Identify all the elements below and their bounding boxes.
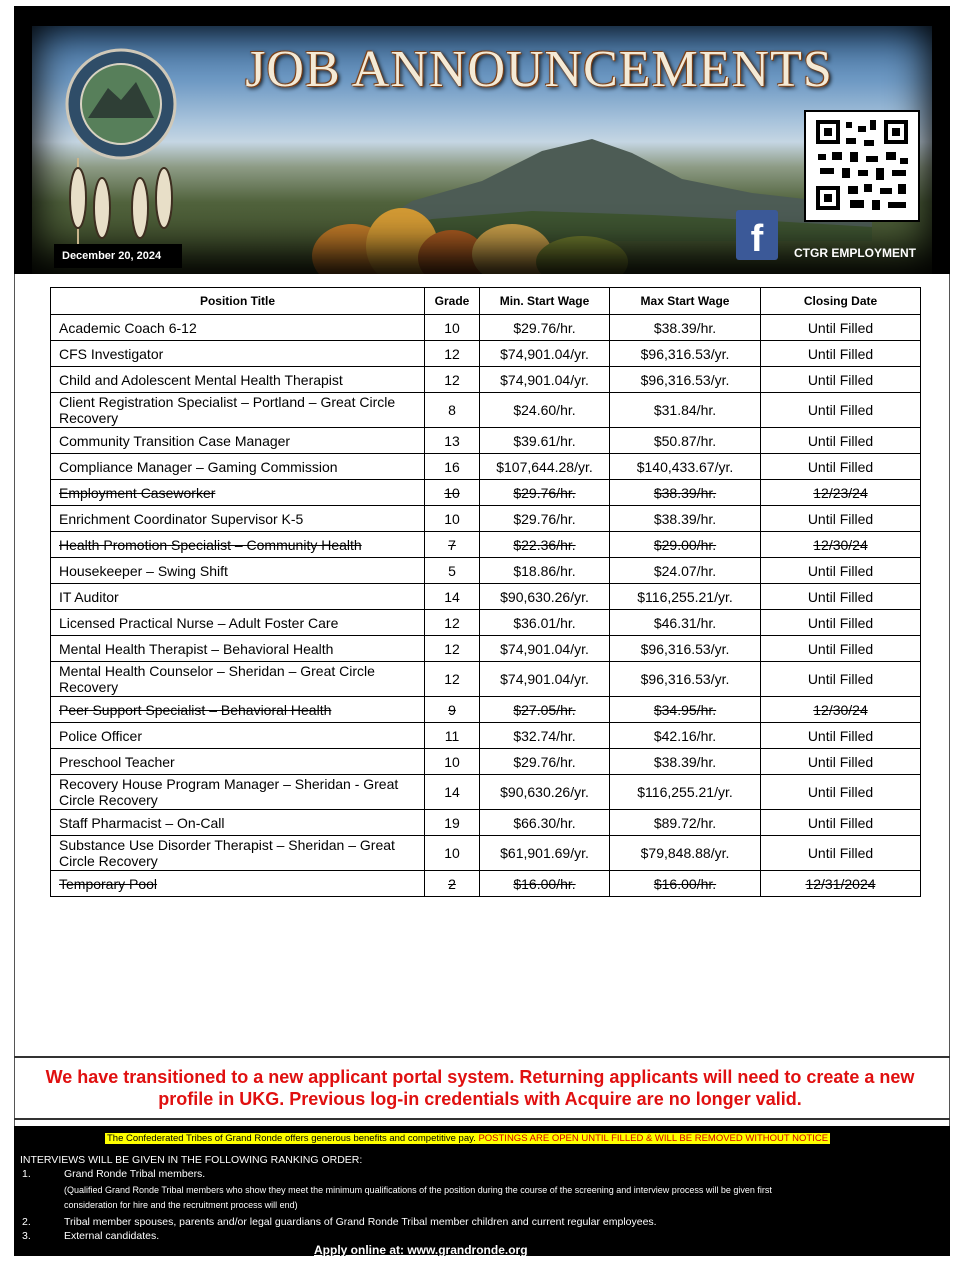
max-wage-cell: $34.95/hr. — [610, 697, 761, 723]
max-wage-cell: $89.72/hr. — [610, 810, 761, 836]
closing-date-cell: 12/30/24 — [761, 697, 921, 723]
table-row[interactable] — [51, 341, 921, 367]
min-wage-cell: $74,901.04/yr. — [480, 662, 610, 697]
ranking-item-2: Tribal member spouses, parents and/or legal guardians of Grand Ronde Tribal member children and current regular employees. — [64, 1216, 657, 1228]
facebook-icon[interactable]: f — [736, 210, 778, 260]
table-row[interactable] — [51, 558, 921, 584]
grade-cell: 10 — [425, 480, 480, 506]
table-row[interactable] — [51, 506, 921, 532]
table-row[interactable] — [51, 584, 921, 610]
min-wage-cell: $74,901.04/yr. — [480, 341, 610, 367]
max-wage-cell: $38.39/hr. — [610, 315, 761, 341]
closing-date-cell: Until Filled — [761, 636, 921, 662]
column-header-max-wage: Max Start Wage — [610, 288, 761, 315]
max-wage-cell: $38.39/hr. — [610, 506, 761, 532]
benefits-banner — [105, 1133, 830, 1144]
min-wage-cell: $18.86/hr. — [480, 558, 610, 584]
closing-date-cell: Until Filled — [761, 836, 921, 871]
grade-cell: 12 — [425, 662, 480, 697]
position-title-cell: CFS Investigator — [51, 341, 425, 367]
min-wage-cell: $29.76/hr. — [480, 315, 610, 341]
max-wage-cell: $24.07/hr. — [610, 558, 761, 584]
closing-date-cell: Until Filled — [761, 367, 921, 393]
postings-text: POSTINGS ARE OPEN UNTIL FILLED & WILL BE REMOVED WITHOUT NOTICE — [478, 1133, 829, 1144]
position-title-cell: Peer Support Specialist – Behavioral Health — [51, 697, 425, 723]
closing-date-cell: Until Filled — [761, 315, 921, 341]
min-wage-cell: $36.01/hr. — [480, 610, 610, 636]
max-wage-cell: $116,255.21/yr. — [610, 584, 761, 610]
min-wage-cell: $29.76/hr. — [480, 506, 610, 532]
max-wage-cell: $96,316.53/yr. — [610, 341, 761, 367]
ranking-number-3: 3. — [22, 1230, 31, 1242]
table-row[interactable] — [51, 749, 921, 775]
qr-code-icon[interactable] — [804, 110, 920, 222]
social-label: CTGR EMPLOYMENT — [794, 246, 916, 260]
position-title-cell: Community Transition Case Manager — [51, 428, 425, 454]
grade-cell: 14 — [425, 584, 480, 610]
min-wage-cell: $27.05/hr. — [480, 697, 610, 723]
closing-date-cell: Until Filled — [761, 749, 921, 775]
position-title-cell: Child and Adolescent Mental Health Therapist — [51, 367, 425, 393]
interview-heading: INTERVIEWS WILL BE GIVEN IN THE FOLLOWING RANKING ORDER: — [20, 1154, 363, 1166]
min-wage-cell: $61,901.69/yr. — [480, 836, 610, 871]
column-header-min-wage: Min. Start Wage — [480, 288, 610, 315]
min-wage-cell: $90,630.26/yr. — [480, 584, 610, 610]
min-wage-cell: $29.76/hr. — [480, 749, 610, 775]
column-header-grade: Grade — [425, 288, 480, 315]
closing-date-cell: 12/23/24 — [761, 480, 921, 506]
min-wage-cell: $66.30/hr. — [480, 810, 610, 836]
grade-cell: 12 — [425, 636, 480, 662]
closing-date-cell: Until Filled — [761, 584, 921, 610]
max-wage-cell: $16.00/hr. — [610, 871, 761, 897]
position-title-cell: IT Auditor — [51, 584, 425, 610]
min-wage-cell: $24.60/hr. — [480, 393, 610, 428]
portal-notice: We have transitioned to a new applicant portal system. Returning applicants will need to create a new profile in UKG. Previous log-in credentials with Acquire are no longer valid. — [45, 1067, 915, 1109]
autumn-trees-illustration — [282, 196, 662, 274]
grade-cell: 13 — [425, 428, 480, 454]
ranking-item-1: Grand Ronde Tribal members. — [64, 1168, 206, 1180]
closing-date-cell: Until Filled — [761, 610, 921, 636]
max-wage-cell: $42.16/hr. — [610, 723, 761, 749]
table-header-row — [51, 288, 921, 315]
table-row[interactable] — [51, 662, 921, 697]
closing-date-cell: 12/31/2024 — [761, 871, 921, 897]
max-wage-cell: $96,316.53/yr. — [610, 636, 761, 662]
grade-cell: 5 — [425, 558, 480, 584]
position-title-cell: Police Officer — [51, 723, 425, 749]
min-wage-cell: $74,901.04/yr. — [480, 367, 610, 393]
min-wage-cell: $107,644.28/yr. — [480, 454, 610, 480]
position-title-cell: Enrichment Coordinator Supervisor K-5 — [51, 506, 425, 532]
grade-cell: 12 — [425, 610, 480, 636]
ranking-item-3: External candidates. — [64, 1230, 160, 1242]
max-wage-cell: $31.84/hr. — [610, 393, 761, 428]
benefits-text: The Confederated Tribes of Grand Ronde offers generous benefits and competitive pay. — [107, 1133, 476, 1144]
position-title-cell: Staff Pharmacist – On-Call — [51, 810, 425, 836]
footer — [14, 1126, 950, 1256]
table-row[interactable] — [51, 836, 921, 871]
closing-date-cell: Until Filled — [761, 723, 921, 749]
closing-date-cell: Until Filled — [761, 454, 921, 480]
table-row[interactable] — [51, 723, 921, 749]
divider — [14, 1118, 950, 1120]
closing-date-cell: Until Filled — [761, 810, 921, 836]
column-header-position: Position Title — [51, 288, 425, 315]
closing-date-cell: Until Filled — [761, 662, 921, 697]
max-wage-cell: $79,848.88/yr. — [610, 836, 761, 871]
max-wage-cell: $46.31/hr. — [610, 610, 761, 636]
grade-cell: 12 — [425, 367, 480, 393]
page-title: JOB ANNOUNCEMENTS — [245, 41, 833, 98]
position-title-cell: Compliance Manager – Gaming Commission — [51, 454, 425, 480]
position-title-cell: Client Registration Specialist – Portland – Great Circle Recovery — [51, 393, 425, 428]
grade-cell: 2 — [425, 871, 480, 897]
max-wage-cell: $38.39/hr. — [610, 480, 761, 506]
min-wage-cell: $74,901.04/yr. — [480, 636, 610, 662]
position-title-cell: Mental Health Therapist – Behavioral Health — [51, 636, 425, 662]
min-wage-cell: $32.74/hr. — [480, 723, 610, 749]
table-row[interactable] — [51, 454, 921, 480]
position-title-cell: Substance Use Disorder Therapist – Sheridan – Great Circle Recovery — [51, 836, 425, 871]
position-title-cell: Housekeeper – Swing Shift — [51, 558, 425, 584]
job-table-body — [51, 315, 921, 897]
position-title-cell: Preschool Teacher — [51, 749, 425, 775]
grade-cell: 10 — [425, 506, 480, 532]
divider — [14, 1056, 950, 1058]
grade-cell: 9 — [425, 697, 480, 723]
position-title-cell: Employment Caseworker — [51, 480, 425, 506]
min-wage-cell: $29.76/hr. — [480, 480, 610, 506]
grade-cell: 19 — [425, 810, 480, 836]
table-row[interactable] — [51, 428, 921, 454]
max-wage-cell: $96,316.53/yr. — [610, 367, 761, 393]
table-row[interactable] — [51, 367, 921, 393]
ranking-number-2: 2. — [22, 1216, 31, 1228]
grade-cell: 8 — [425, 393, 480, 428]
max-wage-cell: $38.39/hr. — [610, 749, 761, 775]
header-banner — [14, 6, 950, 274]
grade-cell: 14 — [425, 775, 480, 810]
position-title-cell: Academic Coach 6-12 — [51, 315, 425, 341]
grade-cell: 10 — [425, 836, 480, 871]
closing-date-cell: Until Filled — [761, 775, 921, 810]
ranking-number-1: 1. — [22, 1168, 31, 1180]
position-title-cell: Mental Health Counselor – Sheridan – Great Circle Recovery — [51, 662, 425, 697]
max-wage-cell: $96,316.53/yr. — [610, 662, 761, 697]
closing-date-cell: Until Filled — [761, 558, 921, 584]
table-row[interactable] — [51, 697, 921, 723]
table-row[interactable] — [51, 636, 921, 662]
min-wage-cell: $16.00/hr. — [480, 871, 610, 897]
date-label: December 20, 2024 — [54, 244, 182, 268]
table-row[interactable] — [51, 610, 921, 636]
ranking-item-1-note-cont: consideration for hire and the recruitment process will end) — [64, 1200, 298, 1210]
grade-cell: 12 — [425, 341, 480, 367]
closing-date-cell: Until Filled — [761, 506, 921, 532]
grade-cell: 10 — [425, 315, 480, 341]
column-header-closing-date: Closing Date — [761, 288, 921, 315]
position-title-cell: Temporary Pool — [51, 871, 425, 897]
min-wage-cell: $39.61/hr. — [480, 428, 610, 454]
table-row[interactable] — [51, 315, 921, 341]
ranking-item-1-note: (Qualified Grand Ronde Tribal members who show they meet the minimum qualifications of the position during the course of the screening and interview process will be given first — [64, 1185, 772, 1195]
max-wage-cell: $116,255.21/yr. — [610, 775, 761, 810]
position-title-cell: Recovery House Program Manager – Sheridan - Great Circle Recovery — [51, 775, 425, 810]
position-title-cell: Health Promotion Specialist – Community Health — [51, 532, 425, 558]
max-wage-cell: $140,433.67/yr. — [610, 454, 761, 480]
table-row[interactable] — [51, 532, 921, 558]
closing-date-cell: Until Filled — [761, 393, 921, 428]
grade-cell: 7 — [425, 532, 480, 558]
closing-date-cell: Until Filled — [761, 428, 921, 454]
closing-date-cell: Until Filled — [761, 341, 921, 367]
max-wage-cell: $50.87/hr. — [610, 428, 761, 454]
grade-cell: 11 — [425, 723, 480, 749]
table-row[interactable] — [51, 871, 921, 897]
apply-online-link[interactable]: Apply online at: www.grandronde.org — [314, 1243, 528, 1257]
closing-date-cell: 12/30/24 — [761, 532, 921, 558]
job-table — [50, 287, 921, 897]
tribal-seal-logo — [58, 48, 184, 274]
table-row[interactable] — [51, 393, 921, 428]
table-row[interactable] — [51, 480, 921, 506]
min-wage-cell: $22.36/hr. — [480, 532, 610, 558]
max-wage-cell: $29.00/hr. — [610, 532, 761, 558]
table-row[interactable] — [51, 810, 921, 836]
min-wage-cell: $90,630.26/yr. — [480, 775, 610, 810]
grade-cell: 10 — [425, 749, 480, 775]
table-row[interactable] — [51, 775, 921, 810]
position-title-cell: Licensed Practical Nurse – Adult Foster Care — [51, 610, 425, 636]
grade-cell: 16 — [425, 454, 480, 480]
